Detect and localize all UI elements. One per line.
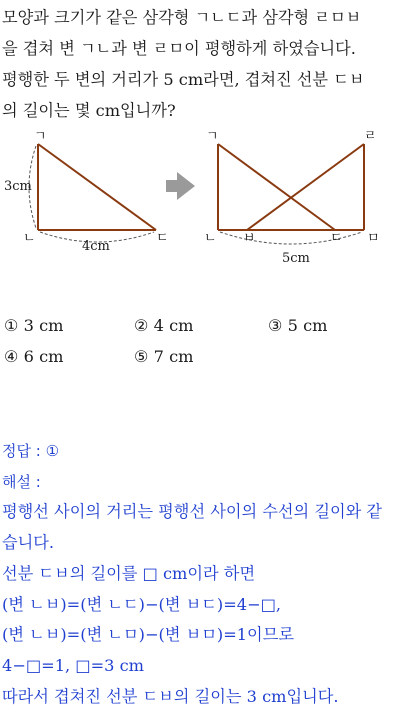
- label-right-n: ㄴ: [204, 231, 217, 246]
- question-text: [2, 2, 398, 126]
- left-base-label: 4cm: [82, 239, 110, 254]
- choice-row-2: [0, 347, 400, 371]
- explanation-line-7: 따라서 겹쳐진 선분 ㄷㅂ의 길이는 3 cm입니다.: [2, 686, 339, 706]
- explanation-line-4: (변 ㄴㅂ)=(변 ㄴㄷ)−(변 ㅂㄷ)=4−□,: [2, 594, 282, 614]
- right-triangles: [204, 129, 380, 266]
- explanation-line-5: (변 ㄴㅂ)=(변 ㄴㅁ)−(변 ㅂㅁ)=1이므로: [2, 625, 294, 645]
- explanation-line-6: 4−□=1, □=3 cm: [2, 655, 145, 675]
- question-line-3: 평행한 두 변의 거리가 5 cm라면, 겹쳐진 선분 ㄷㅂ: [2, 70, 365, 89]
- explanation-line-2: 습니다.: [2, 533, 55, 553]
- question-line-4: 의 길이는 몇 cm입니까?: [2, 101, 176, 120]
- choice-5[interactable]: ⑤ 7 cm: [134, 347, 194, 366]
- explanation-line-1: 평행선 사이의 거리는 평행선 사이의 수선의 길이와 같: [2, 502, 383, 522]
- question-line-1: 모양과 크기가 같은 삼각형 ㄱㄴㄷ과 삼각형 ㄹㅁㅂ: [2, 8, 362, 27]
- label-right-r: ㄹ: [364, 129, 377, 144]
- answer-line: 정답 : ①: [2, 442, 60, 460]
- choice-1[interactable]: ① 3 cm: [4, 316, 64, 335]
- choice-4[interactable]: ④ 6 cm: [4, 347, 64, 366]
- left-hypotenuse: [38, 144, 156, 230]
- label-right-g: ㄱ: [206, 129, 219, 144]
- right-arrow-icon: [166, 172, 195, 200]
- right-width-label: 5cm: [282, 251, 310, 266]
- explanation-line-3: 선분 ㄷㅂ의 길이를 □ cm이라 하면: [2, 563, 256, 583]
- choice-2[interactable]: ② 4 cm: [134, 316, 194, 335]
- answer-section: [2, 436, 398, 712]
- label-right-d: ㄷ: [330, 231, 343, 246]
- label-left-d: ㄷ: [156, 231, 169, 246]
- label-left-n: ㄴ: [23, 231, 36, 246]
- choice-3[interactable]: ③ 5 cm: [268, 316, 328, 335]
- right-hypotenuse-rb: [247, 144, 364, 230]
- triangle-figure: [0, 128, 400, 268]
- left-triangle: [4, 129, 169, 254]
- label-right-m: ㅁ: [367, 231, 380, 246]
- explanation-title: 해설 :: [2, 472, 41, 491]
- right-hypotenuse-gd: [218, 144, 335, 230]
- question-line-2: 을 겹쳐 변 ㄱㄴ과 변 ㄹㅁ이 평행하게 하였습니다.: [2, 39, 356, 58]
- label-left-g: ㄱ: [34, 129, 47, 144]
- label-right-b: ㅂ: [243, 231, 256, 246]
- choice-row-1: [0, 316, 400, 340]
- left-height-label: 3cm: [4, 179, 32, 194]
